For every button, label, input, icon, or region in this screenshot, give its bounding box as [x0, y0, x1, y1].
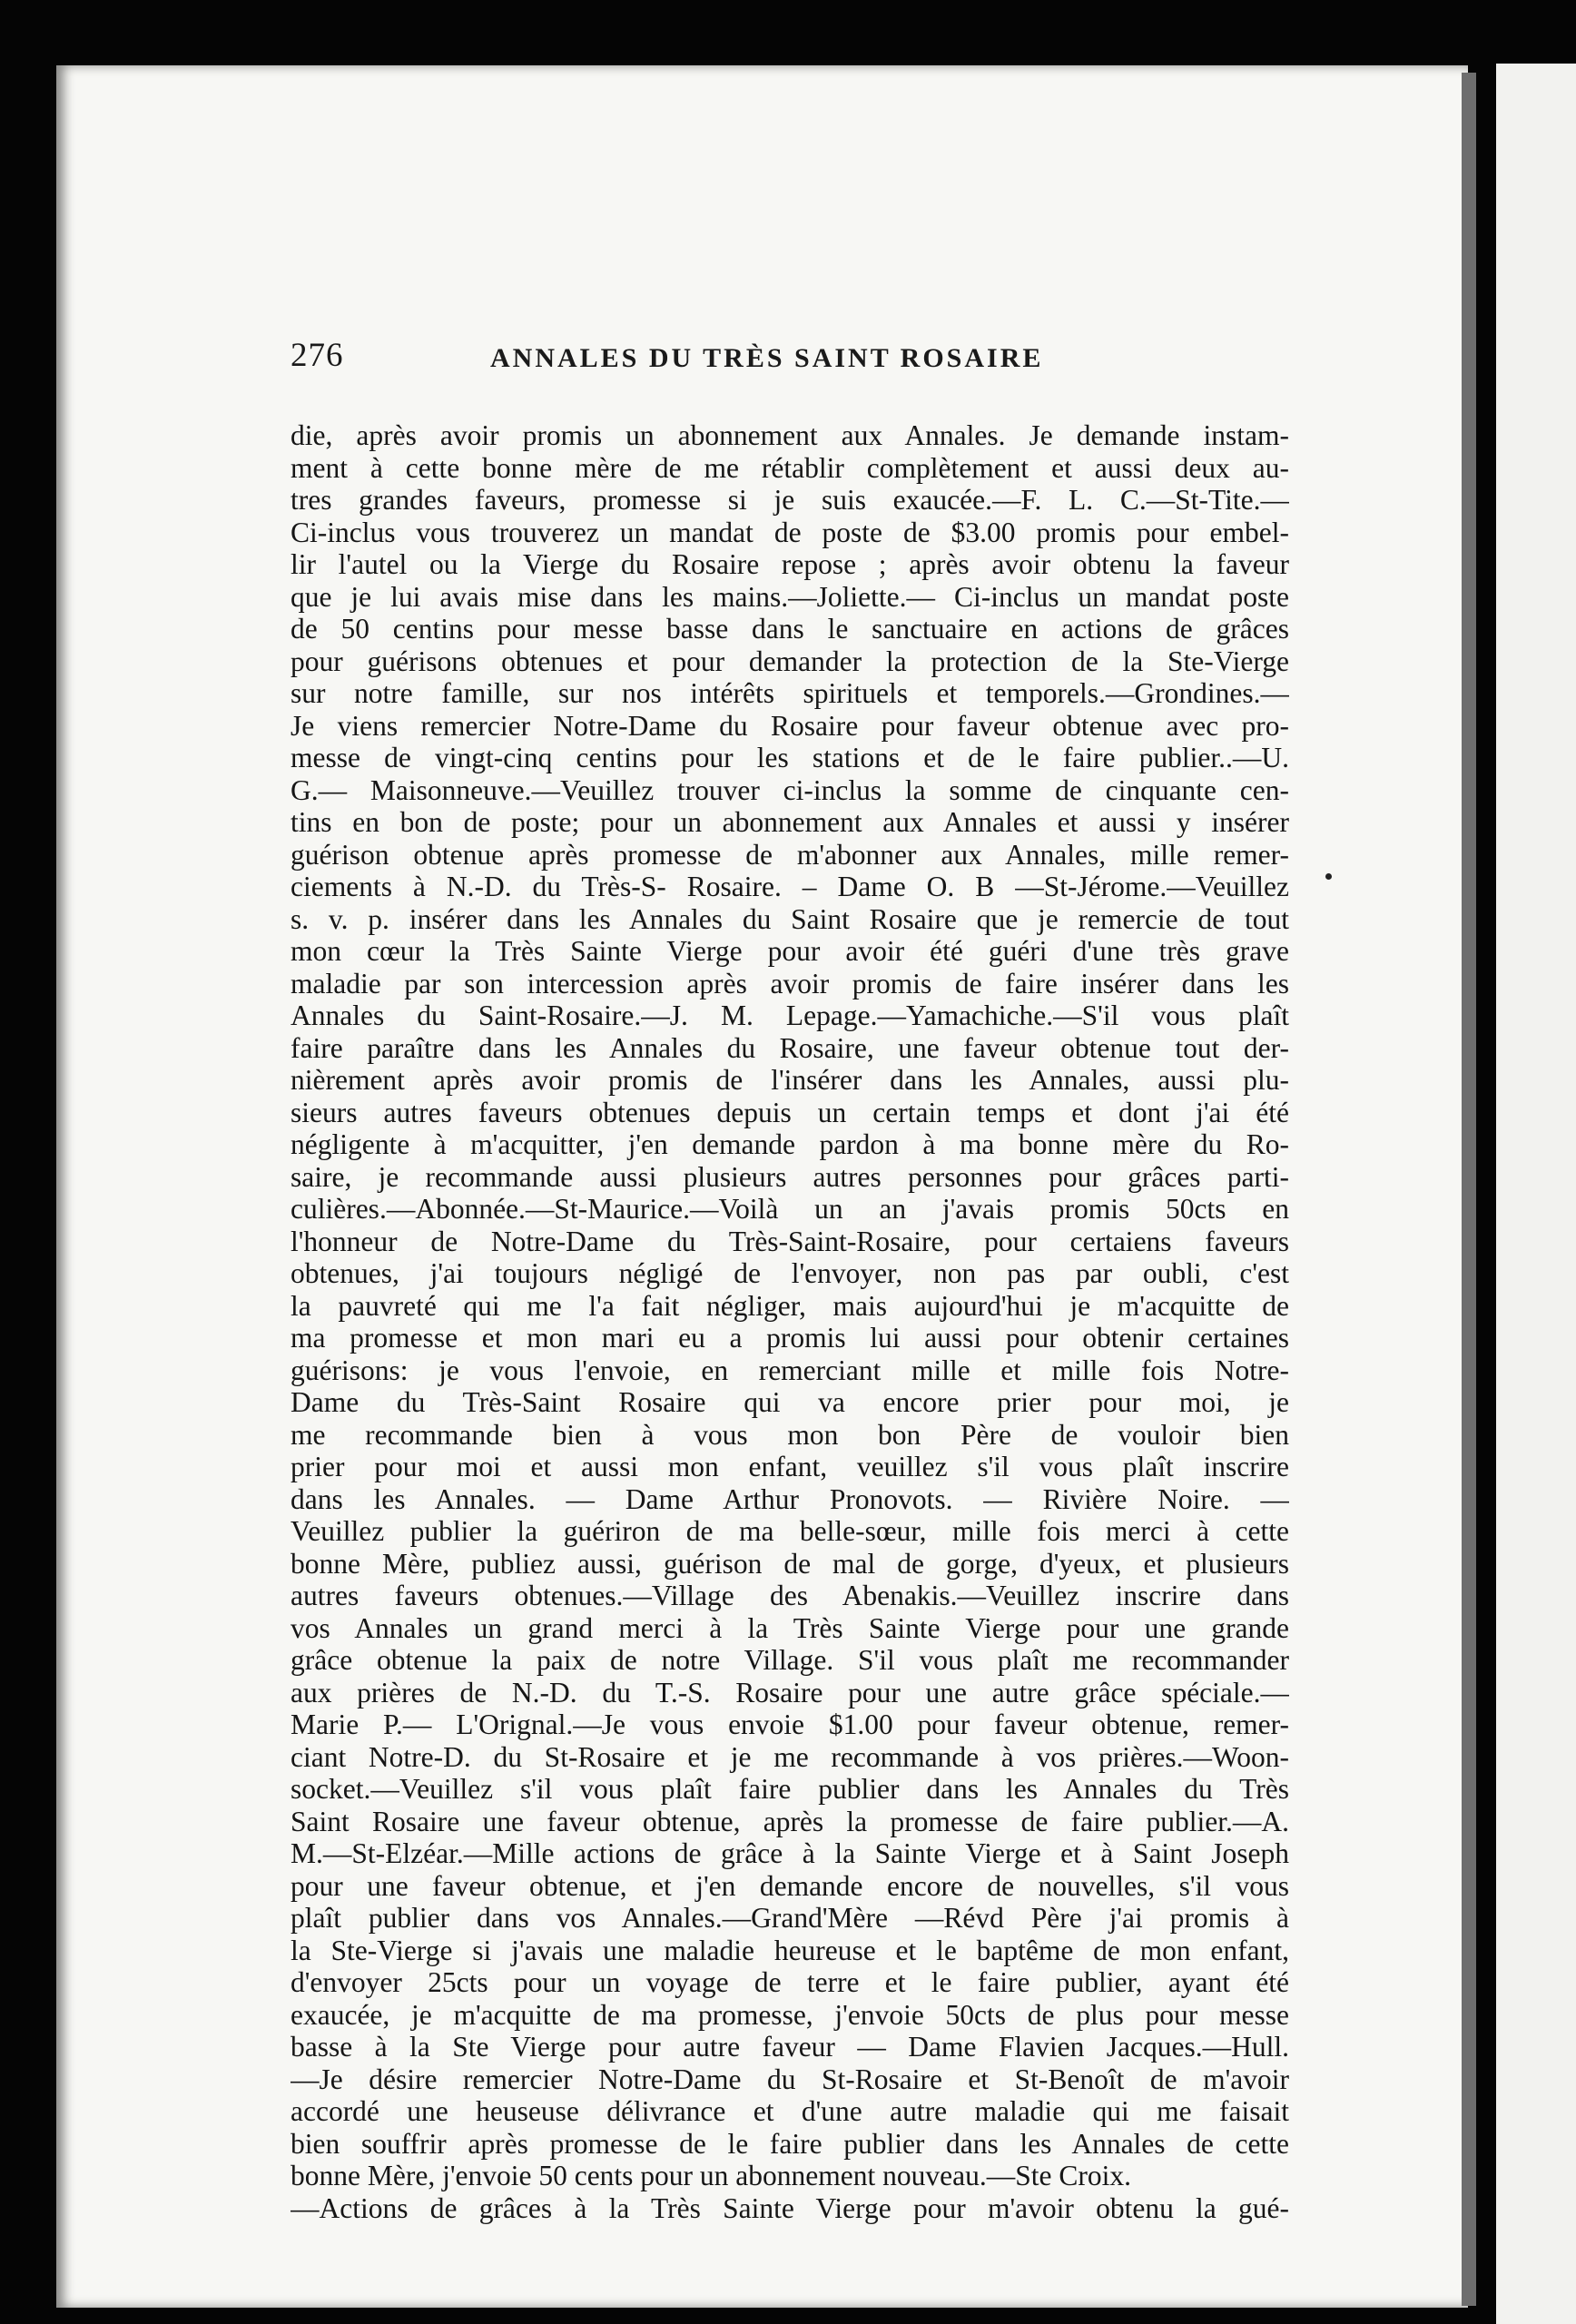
- text-line: ciant Notre-D. du St-Rosaire et je me recommande à vos prières.—Woon-: [291, 1740, 1289, 1773]
- text-line: obtenues, j'ai toujours négligé de l'envoyer, non pas par oubli, c'est: [291, 1257, 1289, 1289]
- text-line: —Je désire remercier Notre-Dame du St-Rosaire et St-Benoît de m'avoir: [291, 2063, 1289, 2095]
- text-line: Ci-inclus vous trouverez un mandat de poste de $3.00 promis pour embel-: [291, 516, 1289, 548]
- text-line: la pauvreté qui me l'a fait négliger, mais aujourd'hui je m'acquitte de: [291, 1289, 1289, 1322]
- text-line: die, après avoir promis un abonnement aux Annales. Je demande instam-: [291, 419, 1289, 451]
- text-line: ciements à N.-D. du Très-S- Rosaire. – Dame O. B —St-Jérome.—Veuillez: [291, 871, 1289, 902]
- text-line: s. v. p. insérer dans les Annales du Saint Rosaire que je remercie de tout: [291, 902, 1289, 935]
- text-line: plaît publier dans vos Annales.—Grand'Mère —Révd Père j'ai promis à: [291, 1902, 1289, 1934]
- text-line: de 50 centins pour messe basse dans le sanctuaire en actions de grâces: [291, 613, 1289, 645]
- text-line: bien souffrir après promesse de le faire publier dans les Annales de cette: [291, 2127, 1289, 2160]
- text-line: messe de vingt-cinq centins pour les stations et de le faire publier..—U.: [291, 742, 1289, 773]
- text-line: guérisons: je vous l'envoie, en remerciant mille et mille fois Notre-: [291, 1354, 1289, 1386]
- text-line: que je lui avais mise dans les mains.—Joliette.— Ci-inclus un mandat poste: [291, 580, 1289, 613]
- text-line: bonne Mère, j'envoie 50 cents pour un abonnement nouveau.—Ste Croix.: [291, 2160, 1131, 2191]
- page-number: 276: [291, 337, 344, 374]
- text-line: négligente à m'acquitter, j'en demande pardon à ma bonne mère du Ro-: [291, 1128, 1289, 1160]
- page-header: [291, 336, 1298, 390]
- running-title: ANNALES DU TRÈS SAINT ROSAIRE: [490, 343, 1044, 373]
- text-line: sur notre famille, sur nos intérêts spirituels et temporels.—Grondines.—: [291, 677, 1289, 709]
- margin-mark: [1325, 873, 1332, 880]
- next-page-edge: [1496, 64, 1576, 2324]
- page-edge-shadow: [1462, 73, 1476, 2306]
- text-line: l'honneur de Notre-Dame du Très-Saint-Rosaire, pour certaiens faveurs: [291, 1225, 1289, 1257]
- text-line: —Actions de grâces à la Très Sainte Vierge pour m'avoir obtenu la gué-: [291, 2191, 1289, 2224]
- text-line: d'envoyer 25cts pour un voyage de terre et le faire publier, ayant été: [291, 1966, 1289, 1998]
- text-line: grâce obtenue la paix de notre Village. S'il vous plaît me recommander: [291, 1644, 1289, 1676]
- body-text: [291, 419, 1289, 2224]
- text-line: autres faveurs obtenues.—Village des Abenakis.—Veuillez inscrire dans: [291, 1580, 1289, 1611]
- text-line: tins en bon de poste; pour un abonnement aux Annales et aussi y insérer: [291, 806, 1289, 838]
- text-line: maladie par son intercession après avoir promis de faire insérer dans les: [291, 967, 1289, 1000]
- text-line: prier pour moi et aussi mon enfant, veuillez s'il vous plaît inscrire: [291, 1451, 1289, 1482]
- text-line: accordé une heuseuse délivrance et d'une autre maladie qui me faisait: [291, 2095, 1289, 2127]
- text-line: Je viens remercier Notre-Dame du Rosaire pour faveur obtenue avec pro-: [291, 709, 1289, 742]
- text-line: dans les Annales. — Dame Arthur Pronovots. — Rivière Noire. —: [291, 1482, 1289, 1515]
- text-line: tres grandes faveurs, promesse si je suis exaucée.—F. L. C.—St-Tite.—: [291, 484, 1289, 516]
- text-line: saire, je recommande aussi plusieurs autres personnes pour grâces parti-: [291, 1160, 1289, 1193]
- text-line: ma promesse et mon mari eu a promis lui aussi pour obtenir certaines: [291, 1322, 1289, 1354]
- text-line: mon cœur la Très Sainte Vierge pour avoir été guéri d'une très grave: [291, 935, 1289, 967]
- text-line: Dame du Très-Saint Rosaire qui va encore prier pour moi, je: [291, 1386, 1289, 1418]
- text-line: Annales du Saint-Rosaire.—J. M. Lepage.—Yamachiche.—S'il vous plaît: [291, 1000, 1289, 1031]
- text-line: lir l'autel ou la Vierge du Rosaire repose ; après avoir obtenu la faveur: [291, 548, 1289, 580]
- text-line: nièrement après avoir promis de l'insérer dans les Annales, aussi plu-: [291, 1064, 1289, 1096]
- text-line: Veuillez publier la guériron de ma belle-sœur, mille fois merci à cette: [291, 1515, 1289, 1547]
- text-line: basse à la Ste Vierge pour autre faveur — Dame Flavien Jacques.—Hull.: [291, 2031, 1289, 2063]
- text-line: Marie P.— L'Orignal.—Je vous envoie $1.00 pour faveur obtenue, remer-: [291, 1709, 1289, 1740]
- text-line: culières.—Abonnée.—St-Maurice.—Voilà un an j'avais promis 50cts en: [291, 1193, 1289, 1225]
- text-line: pour guérisons obtenues et pour demander la protection de la Ste-Vierge: [291, 645, 1289, 677]
- text-line: vos Annales un grand merci à la Très Sainte Vierge pour une grande: [291, 1611, 1289, 1644]
- text-line: aux prières de N.-D. du T.-S. Rosaire pour une autre grâce spéciale.—: [291, 1676, 1289, 1709]
- text-line: Saint Rosaire une faveur obtenue, après la promesse de faire publier.—A.: [291, 1805, 1289, 1837]
- text-line: faire paraître dans les Annales du Rosaire, une faveur obtenue tout der-: [291, 1031, 1289, 1064]
- text-line: M.—St-Elzéar.—Mille actions de grâce à la Sainte Vierge et à Saint Joseph: [291, 1837, 1289, 1869]
- text-line: sieurs autres faveurs obtenues depuis un certain temps et dont j'ai été: [291, 1096, 1289, 1128]
- text-line: ment à cette bonne mère de me rétablir complètement et aussi deux au-: [291, 451, 1289, 484]
- text-line: exaucée, je m'acquitte de ma promesse, j'envoie 50cts de plus pour messe: [291, 1998, 1289, 2031]
- text-line: socket.—Veuillez s'il vous plaît faire publier dans les Annales du Très: [291, 1773, 1289, 1805]
- text-line: bonne Mère, publiez aussi, guérison de mal de gorge, d'yeux, et plusieurs: [291, 1547, 1289, 1580]
- text-line: G.— Maisonneuve.—Veuillez trouver ci-inclus la somme de cinquante cen-: [291, 773, 1289, 806]
- text-line: me recommande bien à vous mon bon Père de vouloir bien: [291, 1418, 1289, 1451]
- text-line: la Ste-Vierge si j'avais une maladie heureuse et le baptême de mon enfant,: [291, 1934, 1289, 1966]
- text-line: guérison obtenue après promesse de m'abonner aux Annales, mille remer-: [291, 838, 1289, 871]
- text-line: pour une faveur obtenue, et j'en demande encore de nouvelles, s'il vous: [291, 1869, 1289, 1902]
